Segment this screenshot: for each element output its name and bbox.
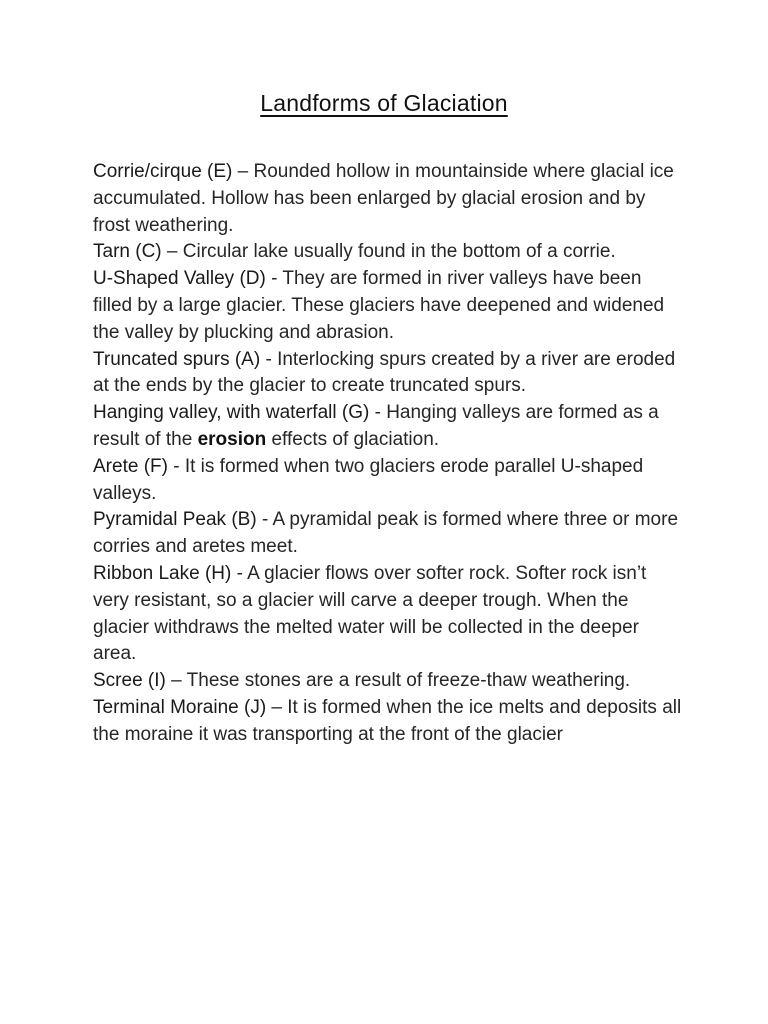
entry-label: Ribbon Lake (H): [93, 562, 232, 584]
entry-pyramidal-peak: [93, 507, 683, 561]
entry-corrie: [93, 159, 683, 239]
entry-text: - They are formed in river valleys have been filled by a large glacier. These glaciers have deepened and widened the valley by plucking and abrasion.: [93, 268, 665, 343]
entry-arete: [93, 454, 683, 508]
entry-text: - A pyramidal peak is formed where three or more corries and aretes meet.: [93, 509, 679, 558]
entry-label: U-Shaped Valley (D): [93, 268, 266, 290]
entry-text: – Rounded hollow in mountainside where glacial ice accumulated. Hollow has been enlarged by glacial erosion and by frost weathering.: [93, 161, 674, 236]
entry-text: – It is formed when the ice melts and deposits all the moraine it was transporting at the front of the glacier: [93, 696, 682, 745]
entry-scree: [93, 668, 683, 695]
entry-label: Arete (F): [93, 455, 168, 477]
entry-u-shaped-valley: [93, 266, 683, 346]
entry-text: - Interlocking spurs created by a river are eroded at the ends by the glacier to create truncated spurs.: [93, 348, 676, 397]
entry-text: – Circular lake usually found in the bottom of a corrie.: [161, 241, 616, 263]
entry-text: - A glacier flows over softer rock. Softer rock isn’t very resistant, so a glacier will carve a deeper trough. When the glacier withdraws the melted water will be collected in the deeper area.: [93, 562, 647, 665]
entry-bold-term: erosion: [197, 428, 267, 450]
entry-hanging-valley: [93, 400, 683, 454]
entry-label: Corrie/cirque (E): [93, 161, 233, 182]
entry-text: effects of glaciation.: [266, 428, 440, 450]
entry-text: - Hanging valleys are formed as a result of the: [93, 402, 659, 450]
document-body: [93, 159, 683, 749]
entry-label: Pyramidal Peak (B): [93, 509, 257, 531]
entry-label: Truncated spurs (A): [93, 348, 261, 370]
entry-truncated-spurs: [93, 347, 683, 401]
entry-label: Scree (I): [93, 670, 166, 692]
entry-text: – These stones are a result of freeze-thaw weathering.: [165, 670, 631, 692]
entry-label: Hanging valley, with waterfall (G): [93, 402, 370, 424]
entry-terminal-moraine: [93, 695, 683, 749]
entry-ribbon-lake: [93, 561, 683, 668]
entry-label: Tarn (C): [93, 241, 162, 263]
entry-label: Terminal Moraine (J): [93, 696, 267, 718]
entry-tarn: [93, 239, 683, 266]
entry-text: - It is formed when two glaciers erode parallel U-shaped valleys.: [93, 455, 644, 504]
page-title: Landforms of Glaciation: [260, 90, 508, 116]
